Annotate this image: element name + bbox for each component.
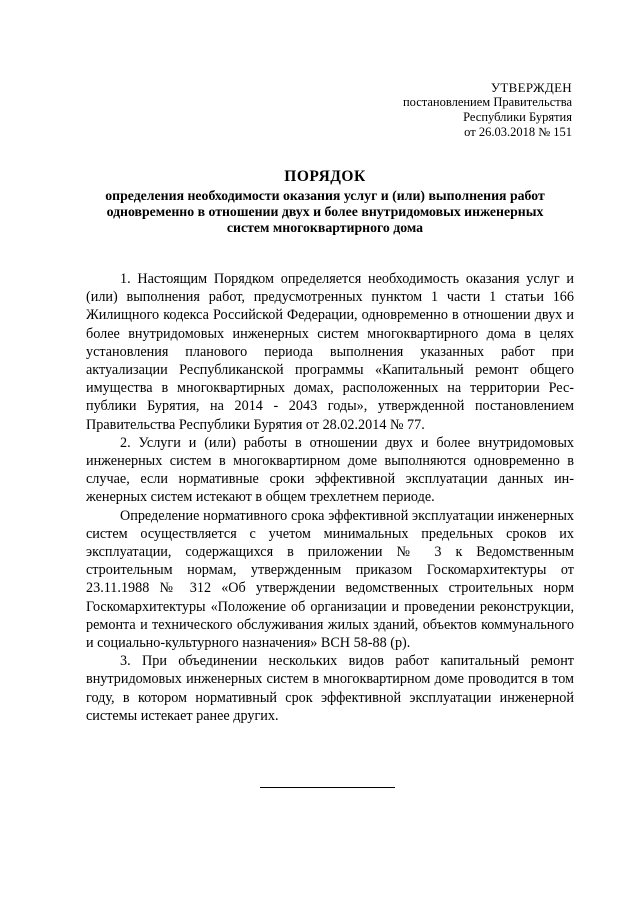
approval-stamp [312, 80, 572, 140]
paragraph-3: Определение нормативного срока эффективной эксплуатации инженерных систем осуществляется с учетом минимальных предельных сроков их эксплуатации, содержащихся в приложении № 3 к Ведомственным строительным нормам, утвержденным приказом Госкомархитектуры от 23.11.1988 № 312 «Об утверждении ведомственных строительных норм Госкомархитектуры «Положение об организации и проведении реконструкции, ремонта и технического обслуживания жилых зданий, объектов коммунального и социально-культурного назначения» ВСН 58-88 (р). [86, 507, 574, 652]
paragraph-4: 3. При объединении нескольких видов работ капитальный ремонт внутридомовых инженерных систем в многоквартирном доме проводится в том году, в котором нормативный срок эффективной эксплуатации инженерной системы истекает ранее других. [86, 653, 574, 724]
end-divider [260, 787, 395, 788]
approval-region-line: Республики Бурятия [463, 110, 572, 124]
document-title: ПОРЯДОК [284, 168, 366, 185]
document-subtitle: определения необходимости оказания услуг и (или) выполнения работ одновременно в отношении двух и более внутридомовых инженерных систем многоквартирного дома [105, 188, 545, 235]
document-body [86, 270, 574, 725]
paragraph-2: 2. Услуги и (или) работы в отношении двух и более внутридомовых инженерных систем в многоквартирном доме выполняются одновременно в случае, если нормативные сроки эффективной эксплуатации данных инженерных систем истекают в общем трехлетнем периоде. [86, 434, 574, 506]
approval-heading: УТВЕРЖДЕН [490, 80, 572, 95]
paragraph-1: 1. Настоящим Порядком определяется необходимость оказания услуг и (или) выполнения работ, предусмотренных пунктом 1 части 1 статьи 166 Жилищного кодекса Российской Федерации, одновременно в отношении двух и более внутридомовых инженерных систем многоквартирного дома в целях установления планового периода выполнения указанных работ при актуализации Республиканской программы «Капитальный ремонт общего имущества в многоквартирных домах, расположенных на территории Республики Бурятия, на 2014 - 2043 годы», утвержденной постановлением Правительства Республики Бурятия от 28.02.2014 № 77. [86, 271, 574, 433]
approval-decree-line: постановлением Правительства [402, 95, 572, 109]
document-title-block [100, 167, 550, 236]
approval-date-line: от 26.03.2018 № 151 [464, 125, 572, 139]
